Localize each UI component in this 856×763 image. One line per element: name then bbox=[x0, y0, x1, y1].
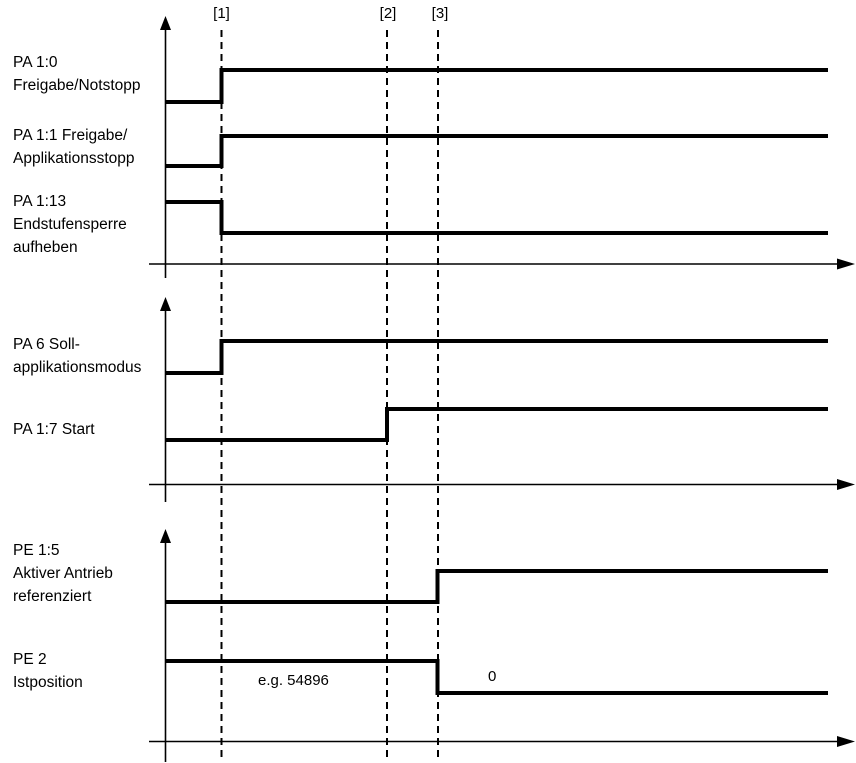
time-axis-arrow-3 bbox=[837, 736, 855, 747]
label-line: PA 1:7 Start bbox=[13, 421, 95, 438]
annotation-position-zero-value: 0 bbox=[488, 668, 497, 685]
signal-label-pa6 bbox=[13, 333, 141, 379]
signal-label-pe1-5 bbox=[13, 539, 113, 608]
annotation-position-example-value: e.g. 54896 bbox=[258, 672, 329, 689]
signal-label-pa1-13 bbox=[13, 190, 127, 259]
waveform-pe1-5 bbox=[165, 571, 828, 602]
waveform-pa1-0 bbox=[165, 70, 828, 102]
label-line: Endstufensperre bbox=[13, 216, 127, 233]
label-line: aufheben bbox=[13, 239, 78, 256]
label-line: Freigabe/Notstopp bbox=[13, 77, 141, 94]
label-line: PE 2 bbox=[13, 651, 47, 668]
time-axis-arrow-2 bbox=[837, 479, 855, 490]
label-line: Istposition bbox=[13, 674, 83, 691]
waveform-pa1-1 bbox=[165, 136, 828, 166]
signal-label-pe2 bbox=[13, 648, 83, 694]
y-axis-arrow-3 bbox=[160, 529, 171, 543]
time-axis-arrow-1 bbox=[837, 259, 855, 270]
label-line: Aktiver Antrieb bbox=[13, 565, 113, 582]
signal-label-pa1-7 bbox=[13, 418, 95, 441]
label-line: PA 1:13 bbox=[13, 193, 67, 210]
label-line: applikationsmodus bbox=[13, 359, 142, 376]
waveform-pa1-7 bbox=[165, 409, 828, 440]
signal-label-pa1-1 bbox=[13, 124, 135, 170]
y-axis-arrow-2 bbox=[160, 297, 171, 311]
signal-label-pa1-0 bbox=[13, 51, 141, 97]
label-line: PA 1:0 bbox=[13, 54, 58, 71]
marker-label-1: [1] bbox=[213, 5, 230, 22]
waveform-pa1-13 bbox=[165, 202, 828, 233]
y-axis-arrow-1 bbox=[160, 16, 171, 30]
label-line: PA 1:1 Freigabe/ bbox=[13, 127, 128, 144]
marker-label-2: [2] bbox=[379, 5, 397, 22]
label-line: referenziert bbox=[13, 588, 92, 605]
label-line: Applikationsstopp bbox=[13, 150, 135, 167]
label-line: PE 1:5 bbox=[13, 542, 60, 559]
marker-label-3: [3] bbox=[431, 5, 449, 22]
waveform-pa6 bbox=[165, 341, 828, 373]
label-line: PA 6 Soll- bbox=[13, 336, 80, 353]
